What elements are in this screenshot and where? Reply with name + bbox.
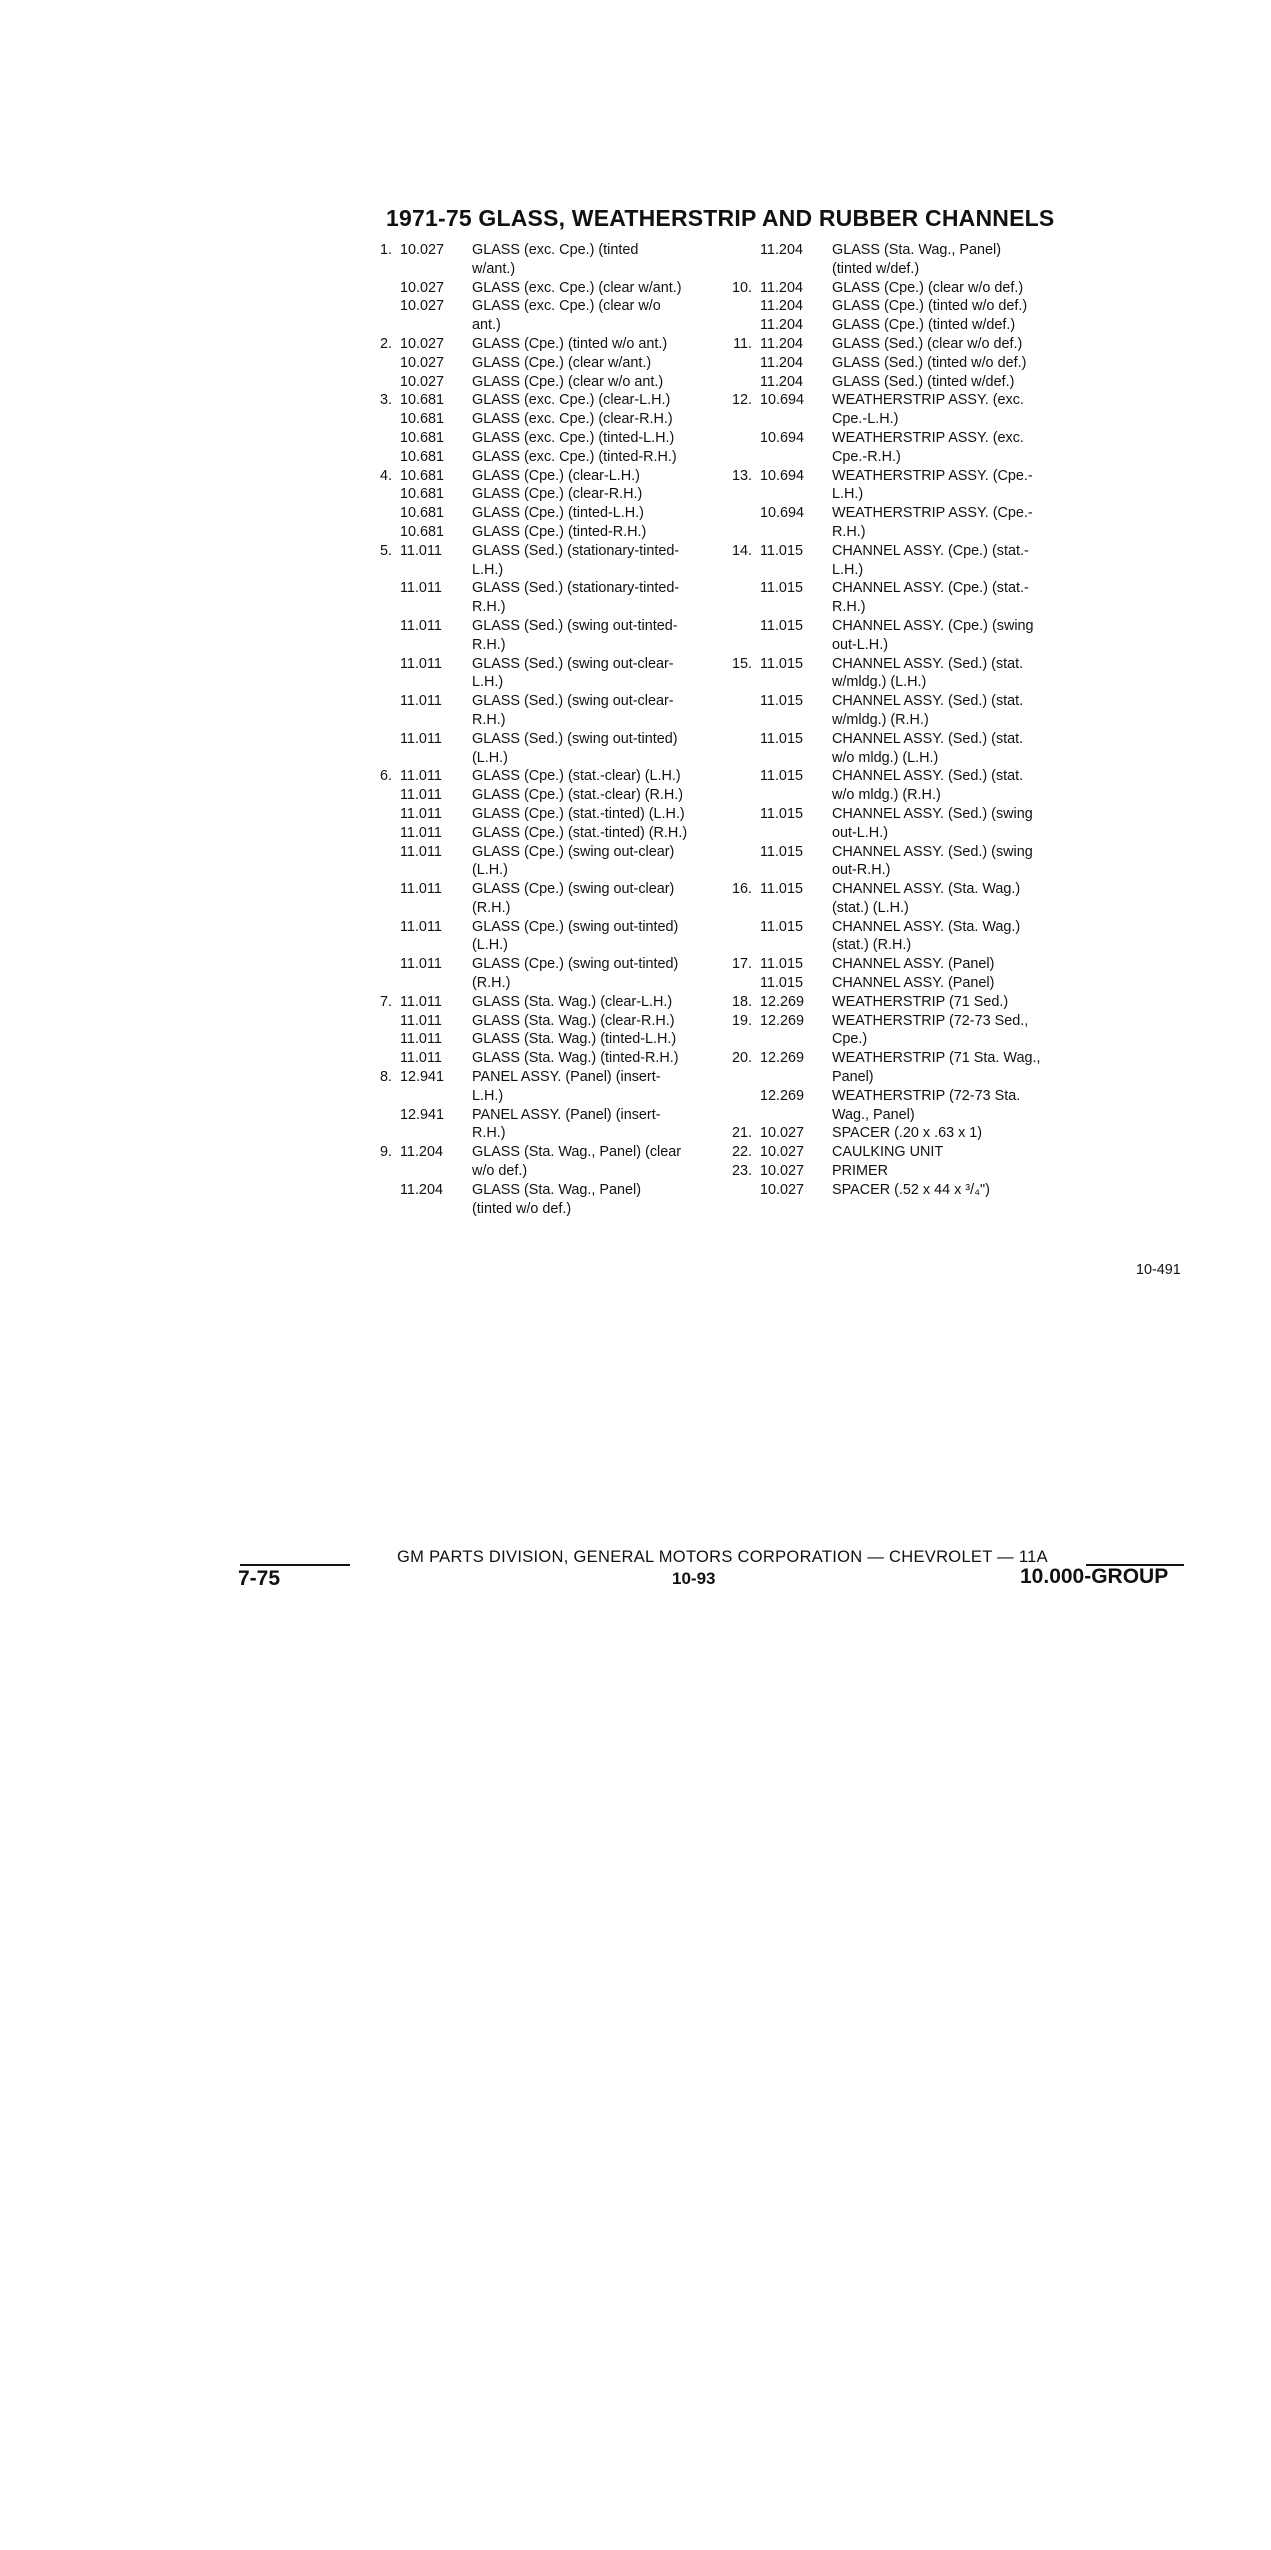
part-description: PANEL ASSY. (Panel) (insert- L.H.) [472, 1069, 661, 1104]
part-group-code: 10.694 [760, 505, 805, 522]
item-number [368, 448, 400, 467]
parts-list-row [728, 579, 1098, 617]
parts-list-row [368, 786, 738, 805]
part-description: GLASS (Sed.) (swing out-tinted) (L.H.) [472, 730, 678, 766]
part-description: GLASS (exc. Cpe.) (clear w/ant.) [472, 279, 682, 296]
item-number [368, 655, 400, 693]
parts-list-row [728, 1162, 1098, 1181]
part-description: GLASS (Cpe.) (tinted w/o def.) [832, 298, 1028, 315]
part-group-code: 11.011 [400, 843, 442, 860]
parts-list-row [368, 1012, 738, 1031]
part-description: GLASS (Cpe.) (swing out-tinted) (L.H.) [472, 918, 679, 954]
part-description: WEATHERSTRIP (71 Sta. Wag., Panel) [832, 1050, 1041, 1086]
item-number: 12. [731, 392, 752, 409]
part-description: GLASS (Cpe.) (swing out-clear) (R.H.) [472, 881, 675, 916]
parts-list-row [368, 805, 738, 824]
part-description: GLASS (Sed.) (swing out-clear- R.H.) [472, 693, 674, 728]
parts-list-row [368, 843, 738, 881]
parts-list-row [728, 467, 1098, 505]
parts-list-row [368, 824, 738, 843]
part-group-code: 11.204 [400, 1144, 443, 1161]
item-number: 5. [379, 542, 392, 559]
part-description: CHANNEL ASSY. (Sed.) (stat. w/mldg.) (R.H.) [832, 693, 1024, 728]
part-group-code: 10.027 [400, 242, 445, 258]
part-group-code: 11.204 [760, 298, 803, 315]
item-number [368, 730, 400, 768]
part-group-code: 10.027 [400, 335, 445, 352]
item-number [368, 1012, 400, 1031]
parts-list-row [728, 730, 1098, 768]
part-description: CHANNEL ASSY. (Sta. Wag.) (stat.) (R.H.) [832, 918, 1021, 954]
item-number [728, 617, 760, 655]
footer-date: 7-75 [238, 1567, 281, 1590]
part-group-code: 12.269 [760, 1050, 805, 1067]
item-number [368, 786, 400, 805]
item-number: 21. [731, 1125, 752, 1142]
part-description: CHANNEL ASSY. (Sed.) (swing out-L.H.) [832, 805, 1033, 841]
item-number [368, 297, 400, 335]
part-description: GLASS (Cpe.) (clear w/o def.) [832, 279, 1024, 296]
part-description: SPACER (.20 x .63 x 1) [832, 1125, 983, 1142]
parts-list-row [728, 692, 1098, 730]
part-group-code: 10.694 [760, 429, 805, 446]
parts-list-row [728, 955, 1098, 974]
parts-list-row [728, 843, 1098, 881]
item-number [368, 429, 400, 448]
parts-list-row [728, 974, 1098, 993]
parts-list-row [368, 955, 738, 993]
item-number [728, 241, 760, 279]
part-description: GLASS (Cpe.) (stat.-clear) (L.H.) [472, 768, 681, 785]
part-group-code: 11.015 [760, 730, 803, 747]
part-group-code: 10.681 [400, 505, 445, 522]
part-description: CHANNEL ASSY. (Cpe.) (swing out-L.H.) [832, 617, 1034, 653]
item-number: 8. [379, 1069, 392, 1086]
part-description: PRIMER [832, 1163, 888, 1180]
item-number: 14. [731, 542, 752, 559]
part-group-code: 11.204 [760, 335, 803, 352]
parts-list-row [728, 391, 1098, 429]
parts-list-row [728, 504, 1098, 542]
item-number [728, 579, 760, 617]
part-group-code: 11.011 [400, 693, 442, 710]
item-number: 6. [379, 768, 392, 785]
item-number [368, 523, 400, 542]
parts-list-row [368, 523, 738, 542]
item-number [368, 805, 400, 824]
part-group-code: 10.694 [760, 467, 805, 484]
parts-list-row [368, 655, 738, 693]
part-group-code: 11.015 [760, 768, 803, 785]
parts-list-row [728, 655, 1098, 693]
part-group-code: 11.204 [760, 354, 803, 371]
item-number [368, 354, 400, 373]
part-group-code: 12.269 [760, 1012, 805, 1029]
part-description: PANEL ASSY. (Panel) (insert- R.H.) [472, 1106, 661, 1142]
item-number [368, 918, 400, 956]
part-description: GLASS (Cpe.) (clear w/ant.) [472, 354, 652, 371]
item-number [368, 843, 400, 881]
part-group-code: 11.015 [760, 918, 803, 935]
part-description: GLASS (Sta. Wag., Panel) (tinted w/def.) [832, 242, 1002, 277]
item-number: 9. [379, 1144, 392, 1161]
parts-list-row [368, 410, 738, 429]
parts-list-left-column [368, 241, 738, 1218]
item-number [368, 955, 400, 993]
parts-list-row [368, 485, 738, 504]
item-number: 2. [379, 335, 392, 352]
parts-list-row [728, 880, 1098, 918]
parts-list-row [368, 767, 738, 786]
part-group-code: 11.011 [400, 956, 442, 973]
parts-list-row [728, 1049, 1098, 1087]
item-number: 3. [379, 392, 392, 409]
part-group-code: 11.011 [400, 768, 442, 785]
part-group-code: 11.204 [400, 1181, 443, 1198]
part-description: WEATHERSTRIP (71 Sed.) [832, 993, 1009, 1010]
item-number: 22. [731, 1144, 752, 1161]
part-group-code: 12.269 [760, 1087, 805, 1104]
parts-list-row [368, 373, 738, 392]
parts-list-row [368, 335, 738, 354]
item-number: 20. [731, 1050, 752, 1067]
part-group-code: 11.011 [400, 1031, 442, 1048]
parts-list-row [368, 1181, 738, 1219]
part-description: CHANNEL ASSY. (Sed.) (swing out-R.H.) [832, 843, 1033, 879]
part-description: GLASS (Cpe.) (stat.-tinted) (R.H.) [472, 824, 688, 841]
footer-group-label: 10.000-GROUP [1020, 1565, 1169, 1588]
part-group-code: 11.011 [400, 1050, 442, 1067]
parts-list-row [368, 880, 738, 918]
item-number [368, 279, 400, 298]
parts-list-row [728, 241, 1098, 279]
parts-list-row [728, 805, 1098, 843]
part-description: GLASS (exc. Cpe.) (clear-L.H.) [472, 392, 671, 409]
item-number [728, 354, 760, 373]
part-group-code: 10.681 [400, 523, 445, 540]
item-number [368, 1030, 400, 1049]
item-number: 19. [731, 1012, 752, 1029]
part-group-code: 10.027 [400, 354, 445, 371]
part-description: CHANNEL ASSY. (Sta. Wag.) (stat.) (L.H.) [832, 881, 1021, 916]
parts-list-row [368, 1068, 738, 1106]
part-group-code: 11.011 [400, 824, 442, 841]
part-description: GLASS (Sta. Wag., Panel) (clear w/o def.) [472, 1144, 682, 1180]
part-description: GLASS (exc. Cpe.) (tinted w/ant.) [472, 242, 639, 277]
item-number: 11. [733, 335, 752, 352]
item-number [728, 504, 760, 542]
part-description: GLASS (Sed.) (stationary-tinted- L.H.) [472, 542, 680, 578]
part-group-code: 10.027 [760, 1144, 805, 1161]
part-group-code: 11.015 [760, 655, 803, 672]
part-description: CHANNEL ASSY. (Sed.) (stat. w/o mldg.) (L.H.) [832, 730, 1024, 766]
part-description: GLASS (Sta. Wag.) (clear-L.H.) [472, 993, 673, 1010]
part-group-code: 10.027 [400, 279, 445, 296]
part-description: WEATHERSTRIP ASSY. (Cpe.- L.H.) [832, 467, 1033, 503]
parts-list-row [728, 1012, 1098, 1050]
part-group-code: 10.027 [760, 1125, 805, 1142]
part-group-code: 10.694 [760, 392, 805, 409]
parts-list-row [368, 467, 738, 486]
item-number [728, 692, 760, 730]
item-number [368, 1181, 400, 1219]
part-group-code: 10.681 [400, 448, 445, 465]
item-number [368, 1106, 400, 1144]
parts-list-row [728, 542, 1098, 580]
parts-list-row [368, 1106, 738, 1144]
part-group-code: 11.011 [400, 881, 442, 898]
part-description: GLASS (Sed.) (swing out-clear- L.H.) [472, 655, 674, 691]
parts-list-row [368, 692, 738, 730]
figure-number: 10-491 [1136, 1262, 1181, 1278]
item-number: 7. [379, 993, 392, 1010]
parts-list-row [368, 504, 738, 523]
parts-list-row [368, 918, 738, 956]
item-number [728, 373, 760, 392]
parts-list-row [728, 1087, 1098, 1125]
parts-list-row [368, 730, 738, 768]
item-number [728, 730, 760, 768]
item-number [728, 1087, 760, 1125]
part-group-code: 11.015 [760, 693, 803, 710]
part-description: GLASS (Sed.) (clear w/o def.) [832, 335, 1023, 352]
part-group-code: 11.015 [760, 843, 803, 860]
part-group-code: 11.015 [760, 975, 803, 992]
item-number [728, 297, 760, 316]
part-group-code: 10.681 [400, 429, 445, 446]
parts-list-row [728, 1181, 1098, 1200]
part-description: GLASS (Cpe.) (tinted w/o ant.) [472, 335, 668, 352]
parts-list-row [728, 279, 1098, 298]
item-number [368, 692, 400, 730]
part-group-code: 11.011 [400, 730, 442, 747]
part-group-code: 11.204 [760, 242, 803, 258]
part-description: GLASS (Cpe.) (stat.-clear) (R.H.) [472, 787, 684, 804]
parts-list-row [368, 279, 738, 298]
part-description: SPACER (.52 x 44 x ³/₄") [832, 1181, 990, 1198]
item-number [368, 617, 400, 655]
part-description: GLASS (exc. Cpe.) (clear-R.H.) [472, 411, 673, 428]
parts-list-row [728, 429, 1098, 467]
part-group-code: 10.681 [400, 467, 445, 484]
part-group-code: 11.204 [760, 373, 803, 390]
item-number: 15. [731, 655, 752, 672]
part-description: WEATHERSTRIP ASSY. (exc. Cpe.-R.H.) [832, 429, 1024, 465]
part-group-code: 10.681 [400, 486, 445, 503]
part-description: GLASS (Cpe.) (tinted-R.H.) [472, 523, 647, 540]
part-description: GLASS (Cpe.) (tinted-L.H.) [472, 505, 644, 522]
parts-list-row [728, 617, 1098, 655]
part-description: GLASS (Sed.) (tinted w/o def.) [832, 354, 1027, 371]
part-description: GLASS (Sta. Wag.) (tinted-R.H.) [472, 1050, 679, 1067]
part-group-code: 11.015 [760, 617, 803, 634]
part-group-code: 11.011 [400, 542, 442, 559]
part-group-code: 10.027 [760, 1181, 805, 1198]
parts-list-row [368, 297, 738, 335]
item-number [368, 1049, 400, 1068]
parts-list-row [368, 448, 738, 467]
item-number [368, 373, 400, 392]
part-description: GLASS (Sta. Wag., Panel) (tinted w/o def.) [472, 1181, 642, 1217]
item-number: 13. [731, 467, 752, 484]
parts-list-row [368, 241, 738, 279]
parts-list-row [728, 993, 1098, 1012]
part-description: CHANNEL ASSY. (Cpe.) (stat.- R.H.) [832, 580, 1029, 616]
part-description: CHANNEL ASSY. (Cpe.) (stat.- L.H.) [832, 542, 1029, 578]
parts-list-row [728, 297, 1098, 316]
parts-list-row [368, 579, 738, 617]
parts-list-row [368, 1049, 738, 1068]
part-group-code: 10.681 [400, 392, 445, 409]
item-number [368, 579, 400, 617]
part-description: GLASS (Sta. Wag.) (tinted-L.H.) [472, 1031, 677, 1048]
part-description: CHANNEL ASSY. (Sed.) (stat. w/o mldg.) (R.H.) [832, 768, 1024, 804]
item-number [728, 974, 760, 993]
part-description: CHANNEL ASSY. (Panel) [832, 956, 995, 973]
part-description: GLASS (exc. Cpe.) (tinted-L.H.) [472, 429, 675, 446]
item-number: 4. [379, 467, 392, 484]
footer-page-number: 10-93 [672, 1569, 716, 1588]
item-number [728, 1181, 760, 1200]
item-number [728, 429, 760, 467]
part-group-code: 11.011 [400, 787, 442, 804]
part-description: GLASS (Cpe.) (tinted w/def.) [832, 317, 1016, 334]
item-number: 17. [731, 956, 752, 973]
parts-list-right-column [728, 241, 1098, 1200]
parts-list-row [728, 1143, 1098, 1162]
parts-list-row [728, 918, 1098, 956]
parts-list-row [368, 1143, 738, 1181]
item-number [368, 410, 400, 429]
item-number [728, 805, 760, 843]
parts-list-row [728, 767, 1098, 805]
part-group-code: 11.011 [400, 918, 442, 935]
part-group-code: 10.027 [400, 298, 445, 315]
part-description: CHANNEL ASSY. (Sed.) (stat. w/mldg.) (L.H.) [832, 655, 1024, 691]
parts-list-row [368, 993, 738, 1012]
item-number [368, 880, 400, 918]
part-group-code: 11.011 [400, 617, 442, 634]
item-number [728, 767, 760, 805]
part-group-code: 10.681 [400, 411, 445, 428]
parts-list-row [728, 335, 1098, 354]
part-group-code: 12.941 [400, 1069, 445, 1086]
item-number [368, 504, 400, 523]
parts-list-row [728, 1124, 1098, 1143]
footer-publisher-line: GM PARTS DIVISION, GENERAL MOTORS CORPORATION — CHEVROLET — 11A [397, 1548, 1048, 1566]
part-group-code: 10.027 [760, 1163, 805, 1180]
item-number [728, 316, 760, 335]
part-description: GLASS (Cpe.) (swing out-tinted) (R.H.) [472, 956, 679, 992]
part-group-code: 11.011 [400, 993, 442, 1010]
item-number: 23. [731, 1163, 752, 1180]
part-description: GLASS (Sed.) (swing out-tinted- R.H.) [472, 617, 678, 653]
part-description: GLASS (Cpe.) (clear-R.H.) [472, 486, 643, 503]
part-description: GLASS (Sta. Wag.) (clear-R.H.) [472, 1012, 675, 1029]
part-description: GLASS (Sed.) (stationary-tinted- R.H.) [472, 580, 680, 616]
parts-list-row [368, 354, 738, 373]
parts-list-row [368, 391, 738, 410]
part-description: GLASS (exc. Cpe.) (clear w/o ant.) [472, 298, 661, 334]
part-group-code: 12.269 [760, 993, 805, 1010]
part-description: GLASS (Cpe.) (clear w/o ant.) [472, 373, 664, 390]
part-group-code: 11.015 [760, 542, 803, 559]
part-description: GLASS (Cpe.) (stat.-tinted) (L.H.) [472, 805, 685, 822]
item-number: 10. [731, 279, 752, 296]
part-description: WEATHERSTRIP ASSY. (Cpe.- R.H.) [832, 505, 1033, 540]
part-description: CHANNEL ASSY. (Panel) [832, 975, 995, 992]
parts-list-row [368, 429, 738, 448]
part-group-code: 11.015 [760, 956, 803, 973]
part-group-code: 11.015 [760, 881, 803, 898]
item-number: 16. [731, 881, 752, 898]
page-title: 1971-75 GLASS, WEATHERSTRIP AND RUBBER CHANNELS [386, 205, 1055, 231]
part-description: CAULKING UNIT [832, 1144, 944, 1161]
parts-list-row [368, 1030, 738, 1049]
parts-list-row [728, 354, 1098, 373]
part-group-code: 11.011 [400, 805, 442, 822]
part-description: WEATHERSTRIP (72-73 Sta. Wag., Panel) [832, 1087, 1021, 1123]
part-group-code: 11.011 [400, 580, 442, 597]
item-number [728, 843, 760, 881]
parts-list-row [728, 373, 1098, 392]
item-number [368, 824, 400, 843]
part-group-code: 11.015 [760, 805, 803, 822]
item-number: 18. [731, 993, 752, 1010]
part-description: WEATHERSTRIP (72-73 Sed., Cpe.) [832, 1012, 1029, 1048]
part-group-code: 11.204 [760, 317, 803, 334]
parts-list-row [368, 542, 738, 580]
part-description: WEATHERSTRIP ASSY. (exc. Cpe.-L.H.) [832, 392, 1024, 428]
footer-rule-left [240, 1564, 350, 1566]
part-group-code: 11.011 [400, 655, 442, 672]
part-description: GLASS (Sed.) (tinted w/def.) [832, 373, 1015, 390]
parts-list-row [368, 617, 738, 655]
item-number [368, 485, 400, 504]
part-group-code: 11.204 [760, 279, 803, 296]
part-description: GLASS (Cpe.) (swing out-clear) (L.H.) [472, 843, 675, 879]
part-group-code: 11.011 [400, 1012, 442, 1029]
part-description: GLASS (Cpe.) (clear-L.H.) [472, 467, 640, 484]
part-group-code: 10.027 [400, 373, 445, 390]
part-description: GLASS (exc. Cpe.) (tinted-R.H.) [472, 448, 677, 465]
item-number: 1. [379, 242, 392, 258]
item-number [728, 918, 760, 956]
part-group-code: 11.015 [760, 580, 803, 597]
part-group-code: 12.941 [400, 1106, 445, 1123]
parts-list-row [728, 316, 1098, 335]
